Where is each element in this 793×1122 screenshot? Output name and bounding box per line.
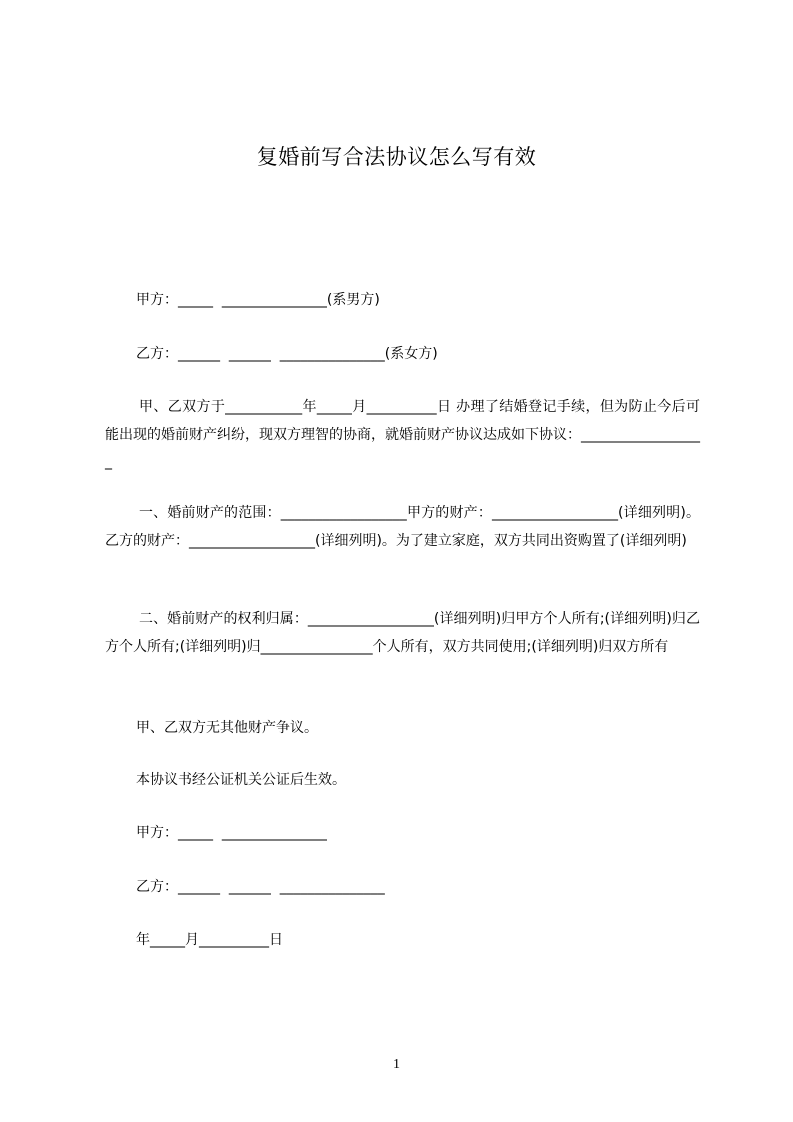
intro-paragraph: 甲、乙双方于___________年_____月__________日 办理了结婚登记手续，但为防止今后可能出现的婚前财产纠纷，现双方理智的协商，就婚前财产协议达成如下协议：__________________	[105, 399, 700, 470]
effective-statement: 本协议书经公证机关公证后生效。	[136, 772, 346, 788]
date-line: 年_____月__________日	[136, 932, 283, 948]
no-dispute-statement: 甲、乙双方无其他财产争议。	[136, 720, 318, 736]
clause-1-paragraph: 一、婚前财产的范围：__________________甲方的财产：__________________(详细列明)。乙方的财产：__________________(详细列明)。为了建立家庭，双方共同出资购置了(详细列明)	[105, 505, 700, 549]
signature-party-b: 乙方：______ ______ _______________	[136, 879, 385, 895]
party-a-line: 甲方：_____ _______________(系男方)	[136, 292, 380, 308]
clause-2-paragraph: 二、婚前财产的权利归属：__________________(详细列明)归甲方个人所有;(详细列明)归乙方个人所有;(详细列明)归________________个人所有，双方共同使用;(详细列明)归双方所有	[105, 611, 700, 655]
page-number: 1	[393, 1057, 400, 1072]
document-title: 复婚前写合法协议怎么写有效	[256, 145, 537, 169]
signature-party-a: 甲方：_____ _______________	[136, 825, 327, 841]
party-b-line: 乙方：______ ______ _______________(系女方)	[136, 346, 438, 362]
